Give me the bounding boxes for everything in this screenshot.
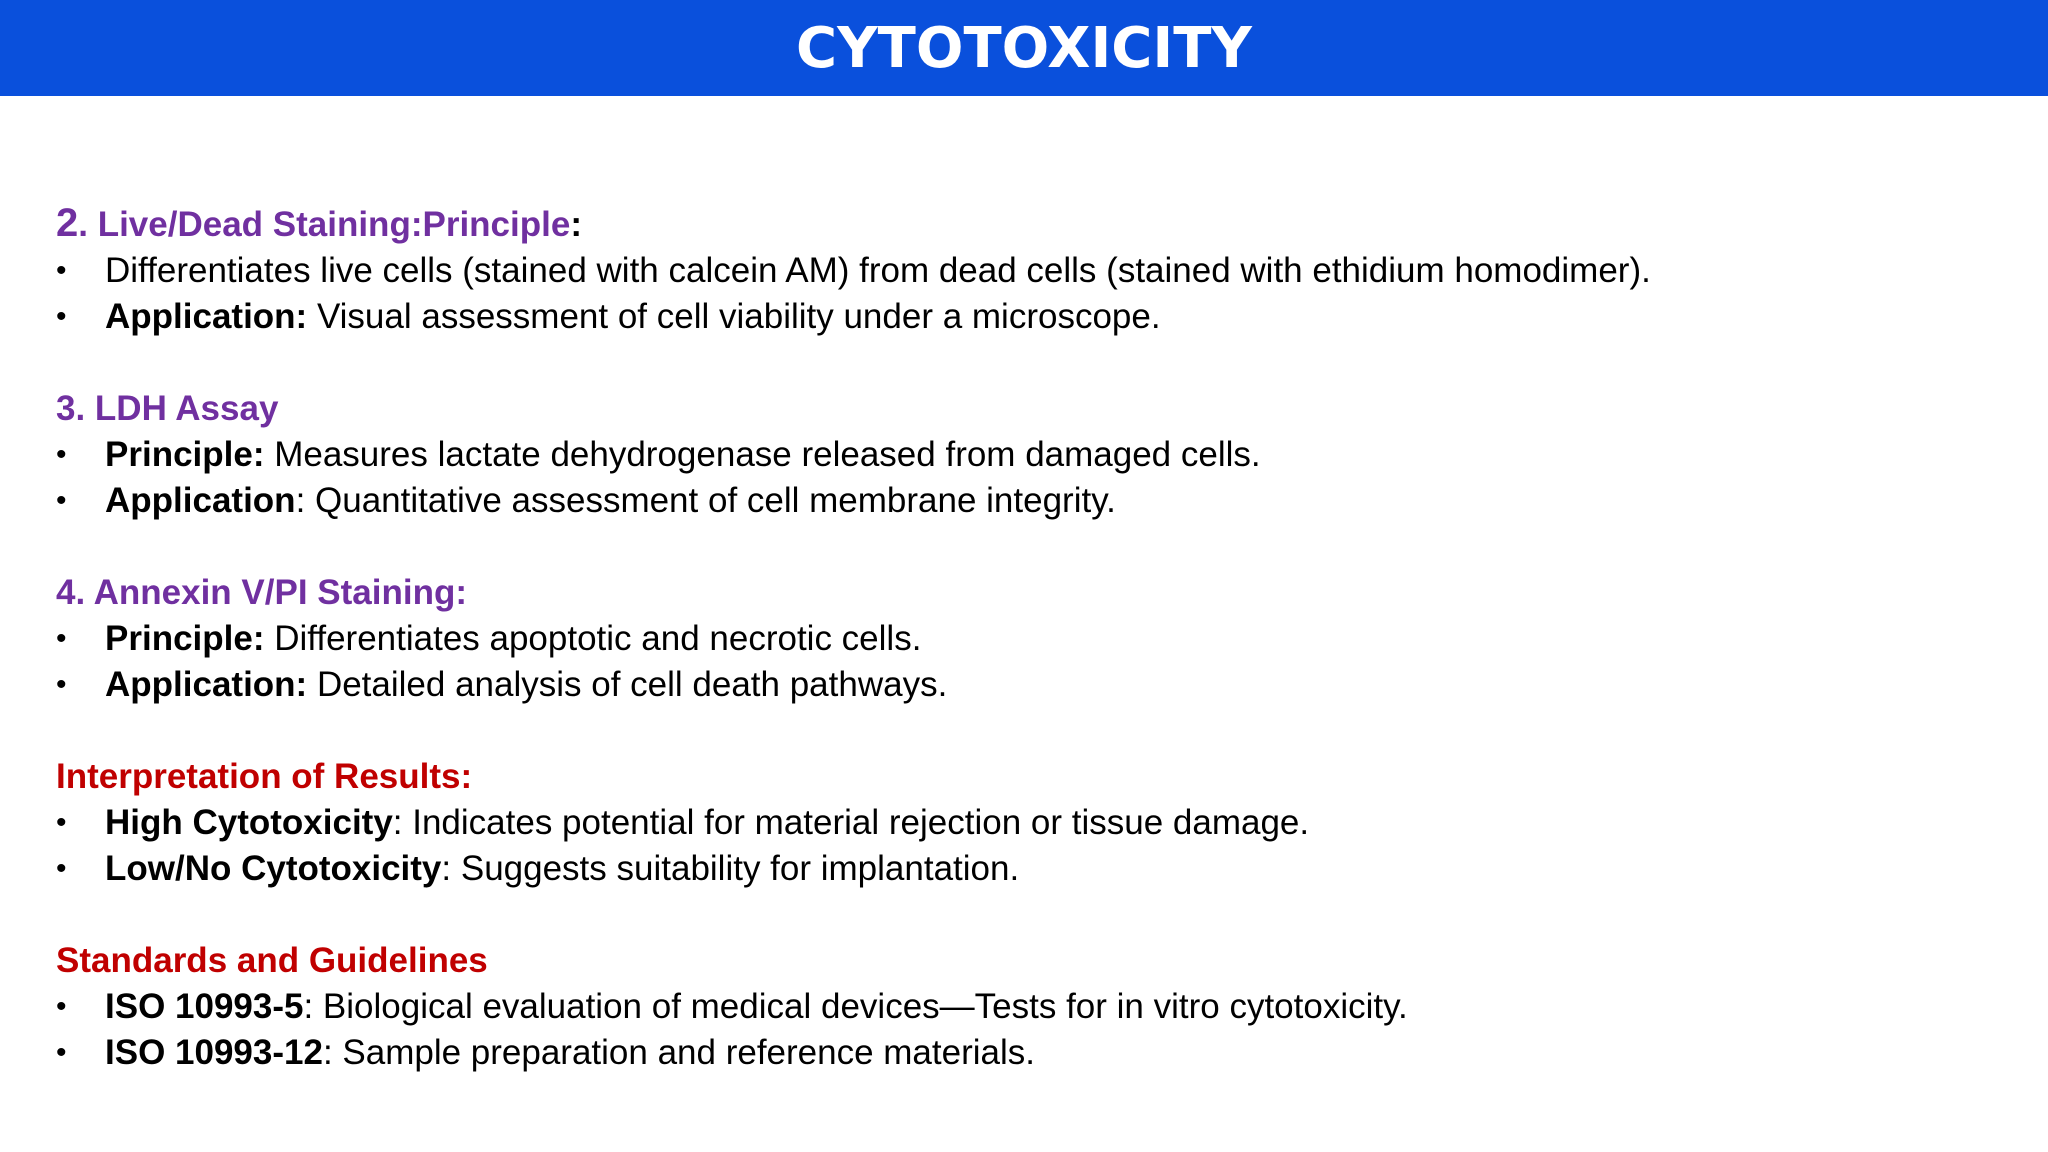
item-label: Low/No Cytotoxicity — [105, 849, 442, 888]
section-live-dead — [56, 200, 1996, 340]
list-item — [56, 662, 1996, 708]
heading-suffix: : — [570, 205, 582, 244]
bullet-icon: • — [56, 806, 67, 839]
bullet-list — [56, 432, 1996, 524]
bullet-list — [56, 984, 1996, 1076]
section-annexin — [56, 570, 1996, 708]
item-label: ISO 10993-12 — [105, 1033, 323, 1072]
item-label: Application — [105, 481, 296, 520]
item-text: Differentiates live cells (stained with calcein AM) from dead cells (stained with ethidium homodimer). — [105, 251, 1651, 290]
item-label: Principle: — [105, 619, 265, 658]
item-text: Measures lactate dehydrogenase released from damaged cells. — [264, 435, 1261, 474]
item-text: : Suggests suitability for implantation. — [441, 849, 1020, 888]
list-item — [56, 478, 1996, 524]
section-heading: 3. LDH Assay — [56, 389, 279, 428]
item-text: Visual assessment of cell viability under a microscope. — [307, 297, 1161, 336]
bullet-icon: • — [56, 852, 67, 885]
section-interpretation — [56, 754, 1996, 892]
item-text: : Quantitative assessment of cell membrane integrity. — [295, 481, 1116, 520]
bullet-icon: • — [56, 300, 67, 333]
item-label: Application: — [105, 665, 308, 704]
item-label: Principle: — [105, 435, 265, 474]
list-item — [56, 248, 1996, 294]
bullet-list — [56, 616, 1996, 708]
bullet-list — [56, 800, 1996, 892]
list-item — [56, 294, 1996, 340]
item-text: : Sample preparation and reference materials. — [322, 1033, 1035, 1072]
list-item — [56, 800, 1996, 846]
section-heading: Interpretation of Results: — [56, 757, 473, 796]
bullet-icon: • — [56, 622, 67, 655]
bullet-icon: • — [56, 438, 67, 471]
section-standards — [56, 938, 1996, 1076]
item-label: ISO 10993-5 — [105, 987, 304, 1026]
list-item — [56, 432, 1996, 478]
slide-title: CYTOTOXICITY — [796, 15, 1252, 81]
slide-content — [56, 200, 1996, 1122]
item-label: Application: — [105, 297, 308, 336]
list-item — [56, 616, 1996, 662]
list-item — [56, 1030, 1996, 1076]
item-text: Detailed analysis of cell death pathways. — [307, 665, 948, 704]
list-item — [56, 984, 1996, 1030]
heading-number: 2 — [56, 201, 79, 245]
bullet-list — [56, 248, 1996, 340]
section-heading: Standards and Guidelines — [56, 941, 488, 980]
heading-text: . Live/Dead Staining:Principle — [78, 205, 571, 244]
bullet-icon: • — [56, 484, 67, 517]
bullet-icon: • — [56, 990, 67, 1023]
section-heading: 4. Annexin V/PI Staining: — [56, 573, 467, 612]
item-text: : Biological evaluation of medical devices—Tests for in vitro cytotoxicity. — [303, 987, 1408, 1026]
bullet-icon: • — [56, 1036, 67, 1069]
item-text: : Indicates potential for material rejection or tissue damage. — [392, 803, 1310, 842]
bullet-icon: • — [56, 254, 67, 287]
bullet-icon: • — [56, 668, 67, 701]
section-ldh-assay — [56, 386, 1996, 524]
item-text: Differentiates apoptotic and necrotic cells. — [264, 619, 922, 658]
list-item — [56, 846, 1996, 892]
item-label: High Cytotoxicity — [105, 803, 393, 842]
section-heading — [56, 200, 1996, 248]
